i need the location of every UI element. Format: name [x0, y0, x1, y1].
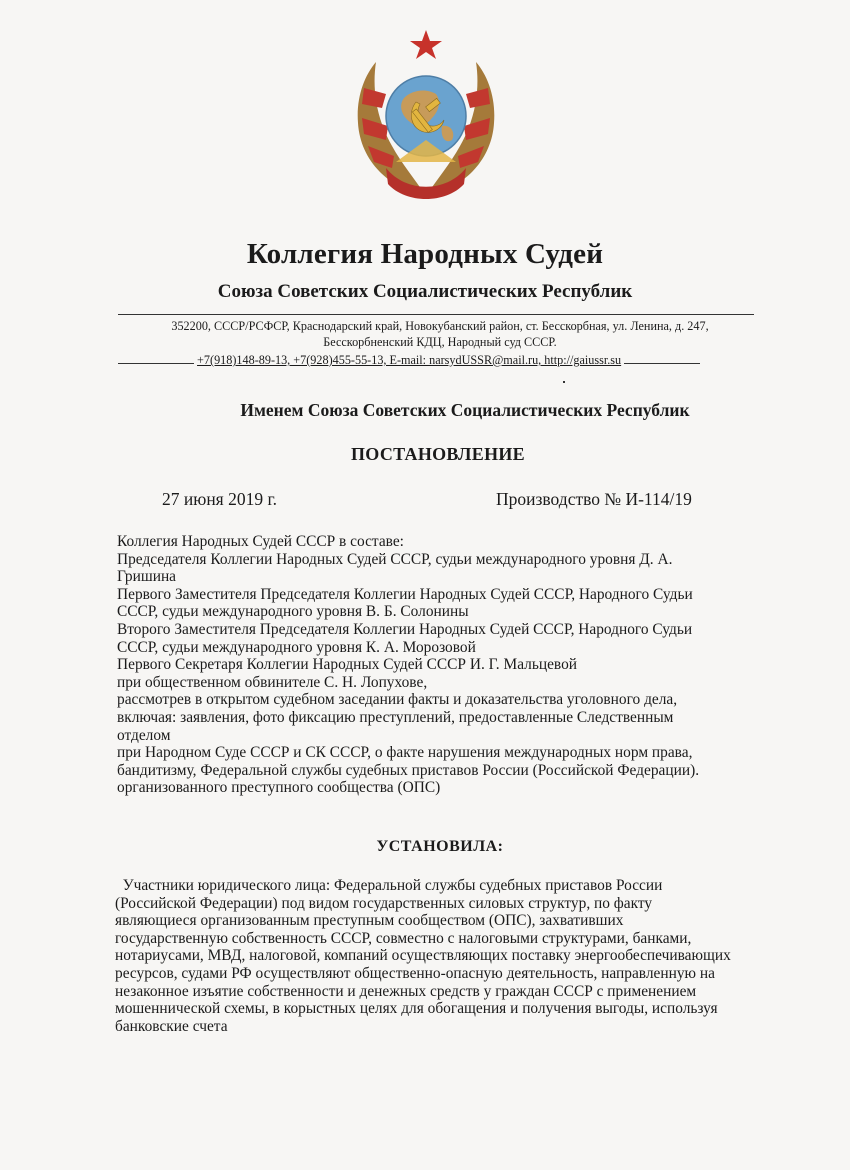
document-date: 27 июня 2019 г.	[162, 489, 278, 509]
text-line: рассмотрев в открытом судебном заседании факты и доказательства уголовного дела,	[117, 691, 678, 709]
text-line: Председателя Коллегии Народных Судей СССР, судьи международного уровня Д. А.	[117, 550, 673, 568]
organization-subtitle: Союза Советских Социалистических Республик	[217, 281, 633, 302]
text-line: бандитизму, Федеральной службы судебных приставов России (Российской Федерации).	[117, 761, 700, 779]
findings-paragraph	[115, 877, 765, 1035]
text-line: мошеннической схемы, в корыстных целях для обогащения и получения выгоды, используя	[115, 1000, 718, 1018]
text-line: нотариусами, МВД, налоговой, компаний осуществляющих поставку энергообеспечивающих	[115, 947, 731, 965]
text-line: при Народном Суде СССР и СК СССР, о факте нарушения международных норм права,	[117, 744, 693, 762]
text-line: банковские счета	[115, 1017, 228, 1035]
text-line: при общественном обвинителе С. Н. Лопухове,	[117, 673, 428, 691]
text-line: организованного преступного сообщества (ОПС)	[117, 779, 441, 797]
text-line: Коллегия Народных Судей СССР в составе:	[117, 533, 404, 550]
text-line: Первого Заместителя Председателя Коллегии Народных Судей СССР, Народного Судьи	[117, 585, 693, 603]
contacts-text: +7(918)148-89-13, +7(928)455-55-13, E-mail: narsydUSSR@mail.ru, http://gaiussr.su	[197, 353, 622, 367]
address-line-2: Бесскорбненский КДЦ, Народный суд СССР.	[323, 335, 557, 349]
document-type-heading: ПОСТАНОВЛЕНИЕ	[351, 444, 525, 464]
text-line: СССР, судьи международного уровня К. А. Морозовой	[117, 638, 476, 656]
text-line: (Российской Федерации) под видом государственных силовых структур, по факту	[115, 894, 653, 912]
case-number: Производство № И-114/19	[496, 489, 692, 509]
text-line: Участники юридического лица: Федеральной службы судебных приставов России	[115, 877, 663, 894]
contacts-underline-right	[624, 351, 700, 364]
text-line: являющиеся организованным преступным сообществом (ОПС), захвативших	[115, 912, 624, 930]
text-line: государственную собственность СССР, совместно с налоговыми структурами, банками,	[115, 929, 692, 947]
established-heading: УСТАНОВИЛА:	[376, 838, 504, 855]
text-line: включая: заявления, фото фиксацию преступлений, предоставленные Следственным	[117, 708, 674, 726]
text-line: Второго Заместителя Председателя Коллегии Народных Судей СССР, Народного Судьи	[117, 620, 693, 638]
stray-dot	[563, 381, 565, 383]
contacts-underline-left	[118, 351, 194, 364]
text-line: отделом	[117, 726, 171, 744]
address-line-1: 352200, СССР/РСФСР, Краснодарский край, Новокубанский район, ст. Бесскорбная, ул. Ленина, д. 247,	[171, 319, 709, 333]
in-the-name-of-heading: Именем Союза Советских Социалистических Республик	[240, 400, 690, 420]
contacts-line	[118, 351, 770, 368]
coat-of-arms-emblem	[346, 28, 506, 208]
text-line: Первого Секретаря Коллегии Народных Судей СССР И. Г. Мальцевой	[117, 656, 578, 674]
text-line: СССР, судьи международного уровня В. Б. Солонины	[117, 603, 469, 621]
text-line: ресурсов, судами РФ осуществляют общественно-опасную деятельность, направленную на	[115, 964, 715, 982]
text-line: незаконное изъятие собственности и денежных средств у граждан СССР с применением	[115, 982, 697, 1000]
red-star-icon	[410, 30, 442, 59]
organization-title: Коллегия Народных Судей	[246, 238, 604, 270]
text-line: Гришина	[117, 568, 177, 586]
composition-paragraph	[117, 533, 767, 797]
header-rule	[118, 314, 754, 315]
